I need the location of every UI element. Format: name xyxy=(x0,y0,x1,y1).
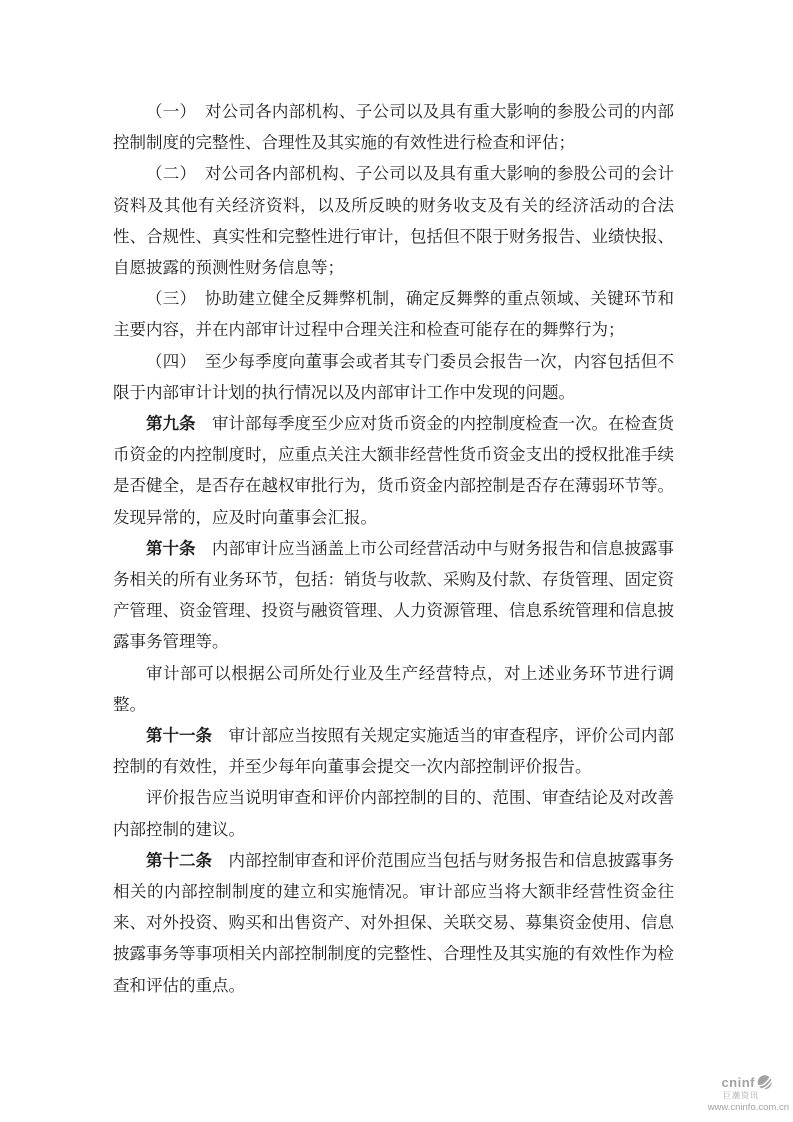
clause-text: 审计部可以根据公司所处行业及生产经营特点，对上述业务环节进行调整。 xyxy=(113,663,674,714)
cninfo-caption: 巨潮资讯 xyxy=(723,1091,759,1100)
cninfo-logo xyxy=(679,1074,773,1090)
cninfo-url: www.cninfo.com.cn xyxy=(707,1102,789,1113)
clause-text: 审计部每季度至少应对货币资金的内控制度检查一次。在检查货币资金的内控制度时，应重点关注大额非经营性货币资金支出的授权批准手续是否健全，是否存在越权审批行为，货币资金内部控制是否存在薄弱环节等。发现异常的，应及时向董事会汇报。 xyxy=(113,414,674,527)
clause-paragraph xyxy=(113,658,674,720)
cninfo-watermark xyxy=(679,1074,789,1113)
clause-text: 内部控制审查和评价范围应当包括与财务报告和信息披露事务相关的内部控制制度的建立和实施情况。审计部应当将大额非经营性资金往来、对外投资、购买和出售资产、对外担保、关联交易、募集资金使用、信息披露事务等事项相关内部控制制度的完整性、合理性及其实施的有效性作为检查和评估的重点。 xyxy=(113,850,674,995)
clause-paragraph xyxy=(113,408,674,533)
clause-paragraph xyxy=(113,96,674,158)
clause-number: 第十一条 xyxy=(146,726,212,746)
clause-paragraph xyxy=(113,782,674,844)
clause-paragraph xyxy=(113,283,674,345)
clause-text: 审计部应当按照有关规定实施适当的审查程序，评价公司内部控制的有效性，并至少每年向董事会提交一次内部控制评价报告。 xyxy=(113,726,674,777)
cninfo-swirl-icon xyxy=(756,1075,773,1090)
clause-number: 第九条 xyxy=(146,414,196,434)
clause-paragraph xyxy=(113,845,674,1001)
clause-text: 评价报告应当说明审查和评价内部控制的目的、范围、审查结论及对改善内部控制的建议。 xyxy=(113,788,674,839)
clause-text: （一） 对公司各内部机构、子公司以及具有重大影响的参股公司的内部控制制度的完整性、合理性及其实施的有效性进行检查和评估； xyxy=(113,102,674,153)
clause-number: 第十二条 xyxy=(146,850,212,870)
cninfo-logo-text: cninf xyxy=(721,1074,755,1090)
clause-number: 第十条 xyxy=(146,538,196,558)
clause-paragraph xyxy=(113,158,674,283)
clause-text: （二） 对公司各内部机构、子公司以及具有重大影响的参股公司的会计资料及其他有关经济资料，以及所反映的财务收支及有关的经济活动的合法性、合规性、真实性和完整性进行审计，包括但不限于财务报告、业绩快报、自愿披露的预测性财务信息等； xyxy=(113,164,674,278)
document-text-body xyxy=(113,96,674,1001)
clause-paragraph xyxy=(113,533,674,658)
clause-text: （三） 协助建立健全反舞弊机制，确定反舞弊的重点领域、关键环节和主要内容，并在内部审计过程中合理关注和检查可能存在的舞弊行为； xyxy=(113,289,674,340)
clause-paragraph xyxy=(113,720,674,782)
clause-paragraph xyxy=(113,346,674,408)
clause-text: （四） 至少每季度向董事会或者其专门委员会报告一次，内容包括但不限于内部审计计划的执行情况以及内部审计工作中发现的问题。 xyxy=(113,351,674,402)
clause-text: 内部审计应当涵盖上市公司经营活动中与财务报告和信息披露事务相关的所有业务环节，包括：销货与收款、采购及付款、存货管理、固定资产管理、资金管理、投资与融资管理、人力资源管理、信息系统管理和信息披露事务管理等。 xyxy=(113,538,674,652)
